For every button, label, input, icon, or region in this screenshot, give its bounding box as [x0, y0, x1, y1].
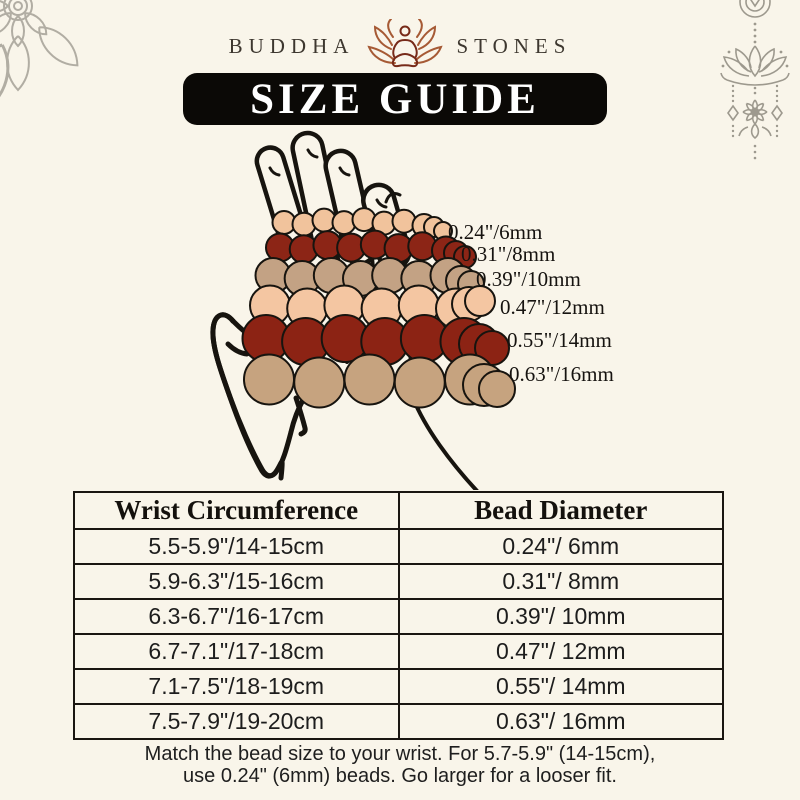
size-table-header-row — [74, 492, 723, 529]
table-row — [74, 529, 723, 564]
lotus-meditation-icon — [367, 19, 443, 73]
hand-drawing — [0, 128, 800, 490]
size-table — [73, 491, 724, 740]
bead-cell: 0.47"/ 12mm — [399, 634, 724, 669]
wrist-cell: 7.5-7.9"/19-20cm — [74, 704, 399, 739]
bead-size-label: 0.39"/10mm — [476, 267, 581, 291]
brand-name-left: BUDDHA — [228, 33, 355, 58]
col-header-bead-diameter: Bead Diameter — [399, 492, 724, 529]
brand-logo — [0, 18, 800, 74]
wrist-cell: 7.1-7.5"/18-19cm — [74, 669, 399, 704]
col-header-wrist-circumference: Wrist Circumference — [74, 492, 399, 529]
bead-cell: 0.39"/ 10mm — [399, 599, 724, 634]
table-row — [74, 634, 723, 669]
size-guide-title: SIZE GUIDE — [250, 75, 540, 123]
bead-cell: 0.63"/ 16mm — [399, 704, 724, 739]
fit-note-line-1: Match the bead size to your wrist. For 5.7-5.9" (14-15cm), — [144, 743, 656, 765]
bead-size-label: 0.55"/14mm — [507, 328, 612, 352]
wrist-cell: 6.3-6.7"/16-17cm — [74, 599, 399, 634]
bead-size-label: 0.24"/6mm — [448, 220, 543, 244]
fit-note-line-2: use 0.24" (6mm) beads. Go larger for a looser fit. — [183, 765, 617, 787]
table-row — [74, 599, 723, 634]
fit-note — [0, 743, 800, 787]
bead-size-label: 0.31"/8mm — [461, 242, 556, 266]
wrist-cell: 6.7-7.1"/17-18cm — [74, 634, 399, 669]
table-row — [74, 564, 723, 599]
bead-size-label: 0.47"/12mm — [500, 295, 605, 319]
brand-name-right: STONES — [456, 33, 572, 58]
wrist-cell: 5.9-6.3"/15-16cm — [74, 564, 399, 599]
table-row — [74, 669, 723, 704]
bead-size-label: 0.63"/16mm — [509, 362, 614, 386]
table-row — [74, 704, 723, 739]
bead-cell: 0.31"/ 8mm — [399, 564, 724, 599]
hand-bracelets-illustration — [0, 128, 800, 490]
wrist-cell: 5.5-5.9"/14-15cm — [74, 529, 399, 564]
bead-cell: 0.55"/ 14mm — [399, 669, 724, 704]
size-guide-banner — [183, 73, 607, 125]
bead-cell: 0.24"/ 6mm — [399, 529, 724, 564]
